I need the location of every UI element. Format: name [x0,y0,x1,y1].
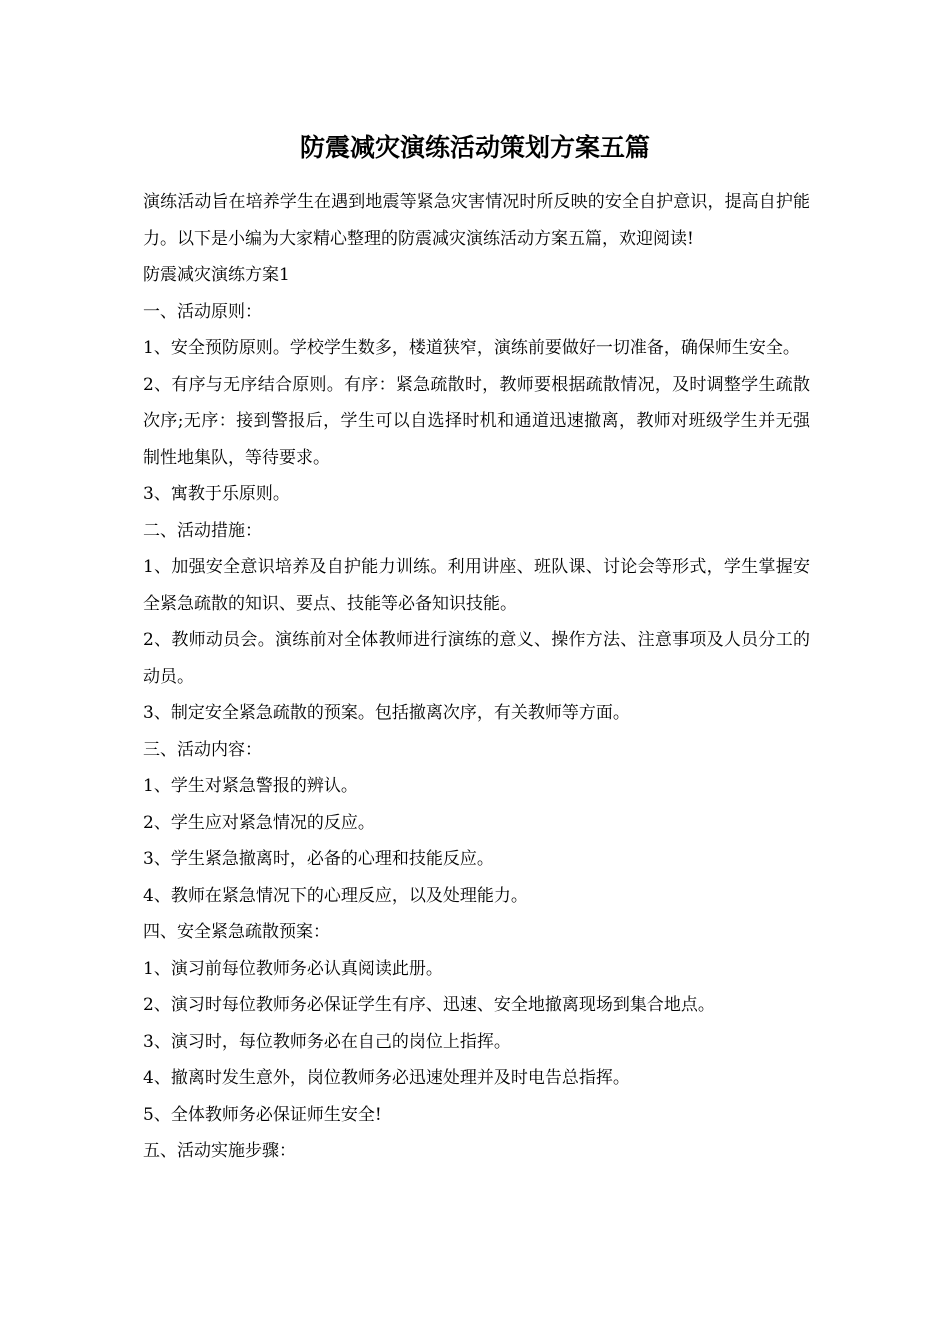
list-item: 4、教师在紧急情况下的心理反应，以及处理能力。 [143,885,528,906]
list-item: 2、教师动员会。演练前对全体教师进行演练的意义、操作方法、注意事项及人员分工的动员。 [143,630,810,687]
list-item: 3、寓教于乐原则。 [143,484,290,504]
subsection-heading: 三、活动内容： [143,739,262,760]
intro-paragraph: 演练活动旨在培养学生在遇到地震等紧急灾害情况时所反映的安全自护意识，提高自护能力。以下是小编为大家精心整理的防震减灾演练活动方案五篇，欢迎阅读! [143,192,810,249]
list-item: 2、演习时每位教师务必保证学生有序、迅速、安全地撤离现场到集合地点。 [143,995,715,1015]
subsection-heading: 一、活动原则： [143,301,262,322]
list-item: 1、安全预防原则。学校学生数多，楼道狭窄，演练前要做好一切准备，确保师生安全。 [143,338,800,358]
list-item: 1、学生对紧急警报的辨认。 [143,776,358,796]
subsection-heading: 二、活动措施： [143,520,262,541]
section-heading: 防震减灾演练方案1 [143,265,290,285]
document-title: 防震减灾演练活动策划方案五篇 [299,133,650,162]
list-item: 3、学生紧急撤离时，必备的心理和技能反应。 [143,849,494,869]
list-item: 1、加强安全意识培养及自护能力训练。利用讲座、班队课、讨论会等形式，学生掌握安全紧急疏散的知识、要点、技能等必备知识技能。 [143,557,810,614]
list-item: 3、制定安全紧急疏散的预案。包括撤离次序，有关教师等方面。 [143,703,630,723]
list-item: 5、全体教师务必保证师生安全! [143,1104,382,1125]
document-body [143,184,810,1170]
list-item: 3、演习时，每位教师务必在自己的岗位上指挥。 [143,1031,511,1052]
subsection-heading: 五、活动实施步骤： [143,1141,296,1161]
list-item: 4、撤离时发生意外，岗位教师务必迅速处理并及时电告总指挥。 [143,1068,630,1088]
list-item: 2、有序与无序结合原则。有序：紧急疏散时，教师要根据疏散情况，及时调整学生疏散次序;无序：接到警报后，学生可以自选择时机和通道迅速撤离，教师对班级学生并无强制性地集队，等待要求。 [143,374,810,468]
subsection-heading: 四、安全紧急疏散预案： [143,922,330,942]
list-item: 2、学生应对紧急情况的反应。 [143,812,375,833]
list-item: 1、演习前每位教师务必认真阅读此册。 [143,958,443,979]
